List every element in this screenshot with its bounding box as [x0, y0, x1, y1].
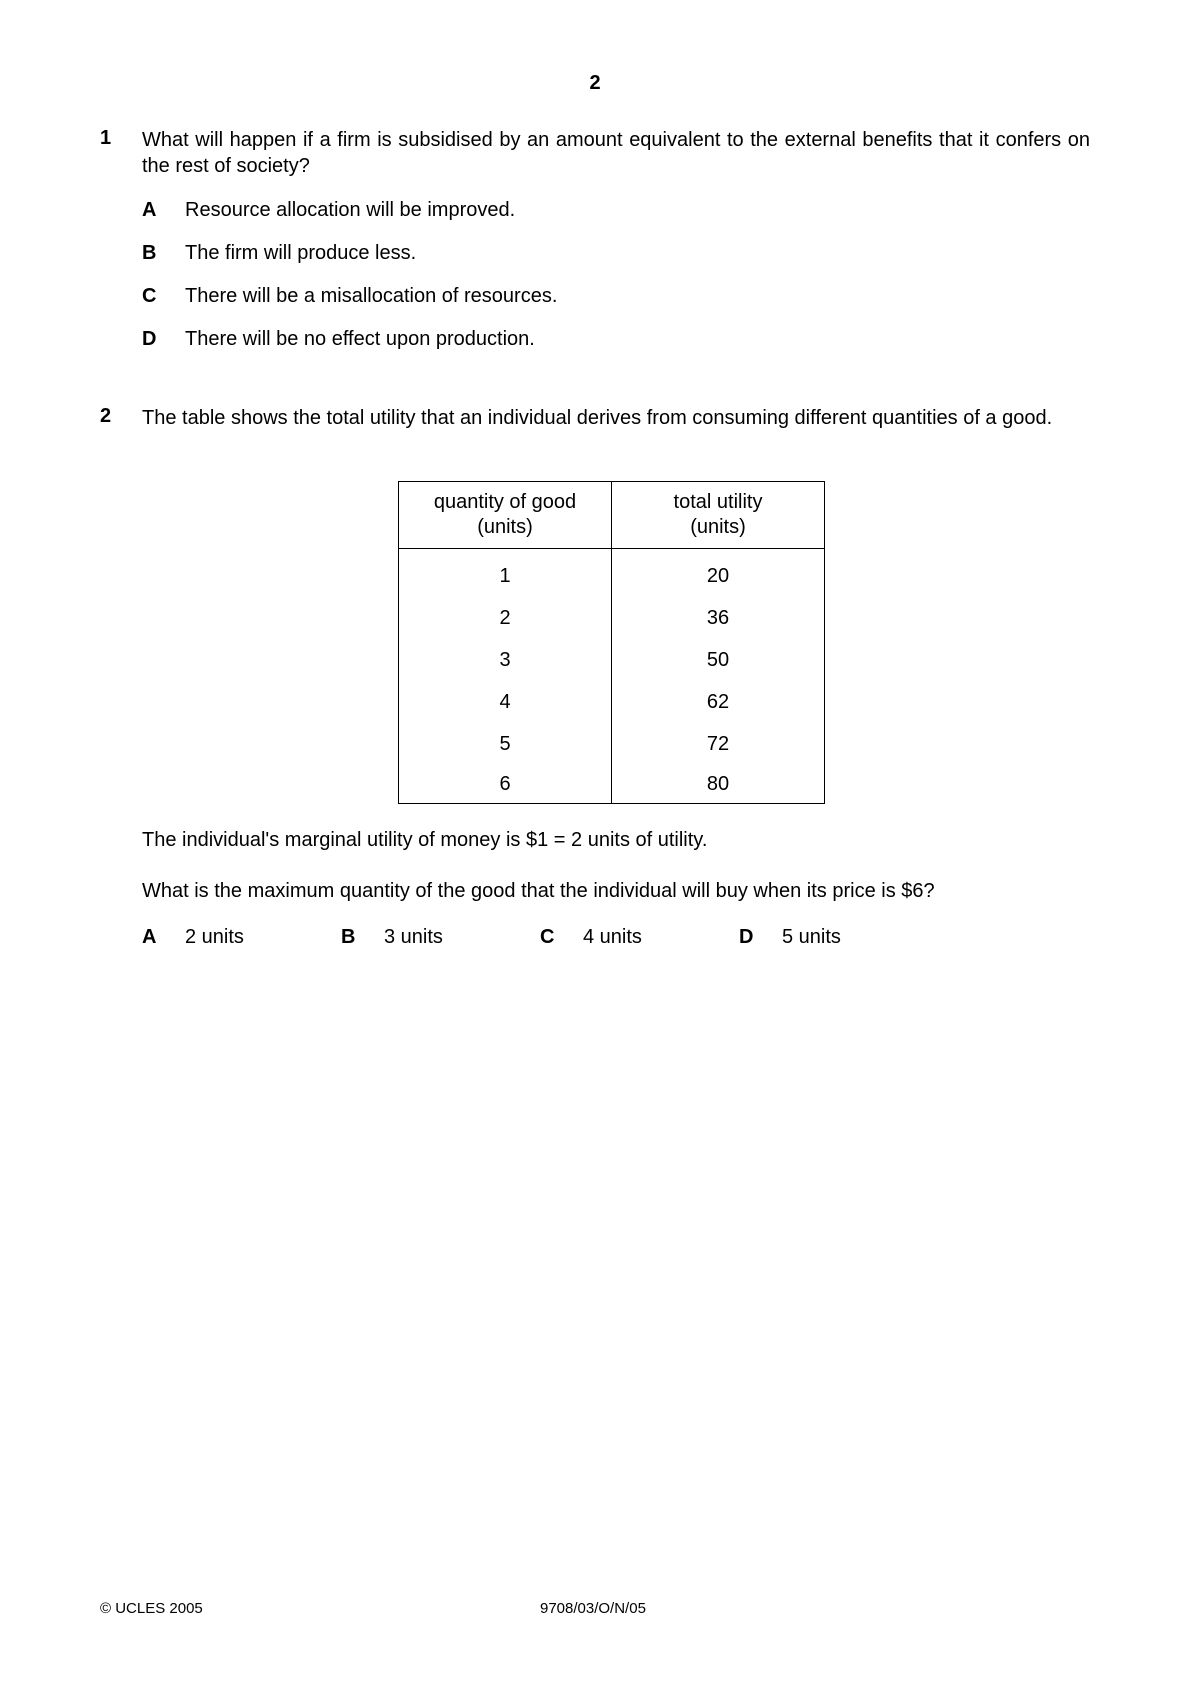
table-row [399, 639, 825, 681]
option-text: There will be no effect upon production. [185, 328, 535, 350]
question-text: The table shows the total utility that an individual derives from consuming different quantities of a good. [142, 407, 1053, 429]
table-header-row [399, 482, 825, 549]
option-letter: A [142, 199, 157, 221]
page-number: 2 [589, 72, 601, 94]
option-b [142, 240, 1090, 266]
option-d [142, 326, 1090, 352]
option-letter: B [341, 926, 356, 948]
option-letter: D [739, 926, 754, 948]
header-line: (units) [477, 516, 533, 538]
option-letter: A [142, 926, 157, 948]
answer-options [142, 197, 1090, 352]
column-header-total-utility [612, 482, 825, 549]
option-text: The firm will produce less. [185, 242, 417, 264]
table-cell: 2 [399, 597, 612, 639]
question-1 [100, 127, 1090, 369]
table-cell: 3 [399, 639, 612, 681]
table-cell: 20 [612, 549, 825, 598]
question-prompt: What is the maximum quantity of the good that the individual will buy when its price is $6? [142, 880, 935, 902]
table-cell: 50 [612, 639, 825, 681]
table-row [399, 723, 825, 765]
header-line: quantity of good [433, 491, 577, 513]
table-cell: 4 [399, 681, 612, 723]
option-text: There will be a misallocation of resources. [185, 285, 558, 307]
question-2 [100, 405, 1090, 431]
utility-table [398, 481, 825, 804]
table-row [399, 597, 825, 639]
option-letter: D [142, 328, 157, 350]
option-a [142, 197, 1090, 223]
table-cell: 62 [612, 681, 825, 723]
table-row [399, 765, 825, 804]
utility-table-container [398, 481, 825, 804]
table-cell: 80 [612, 765, 825, 804]
option-text: 4 units [583, 926, 642, 948]
option-text: Resource allocation will be improved. [185, 199, 516, 221]
copyright-notice: © UCLES 2005 [100, 1600, 203, 1617]
question-number: 1 [100, 127, 112, 149]
option-c [142, 283, 1090, 309]
header-line: (units) [690, 516, 746, 538]
option-letter: B [142, 242, 157, 264]
table-row [399, 681, 825, 723]
question-number: 2 [100, 405, 112, 427]
paper-code: 9708/03/O/N/05 [540, 1600, 646, 1617]
option-text: 3 units [384, 926, 443, 948]
option-letter: C [142, 285, 157, 307]
table-row [399, 549, 825, 598]
option-letter: C [540, 926, 555, 948]
utility-of-money-statement: The individual's marginal utility of money is $1 = 2 units of utility. [142, 829, 708, 851]
header-line: total utility [673, 491, 763, 513]
table-cell: 72 [612, 723, 825, 765]
option-text: 2 units [185, 926, 244, 948]
option-text: 5 units [782, 926, 841, 948]
column-header-quantity [399, 482, 612, 549]
table-cell: 6 [399, 765, 612, 804]
table-cell: 5 [399, 723, 612, 765]
table-cell: 36 [612, 597, 825, 639]
question-text: What will happen if a firm is subsidised by an amount equivalent to the external benefits that it confers on the rest of society? [142, 129, 1090, 177]
table-cell: 1 [399, 549, 612, 598]
answer-options [142, 926, 1042, 952]
